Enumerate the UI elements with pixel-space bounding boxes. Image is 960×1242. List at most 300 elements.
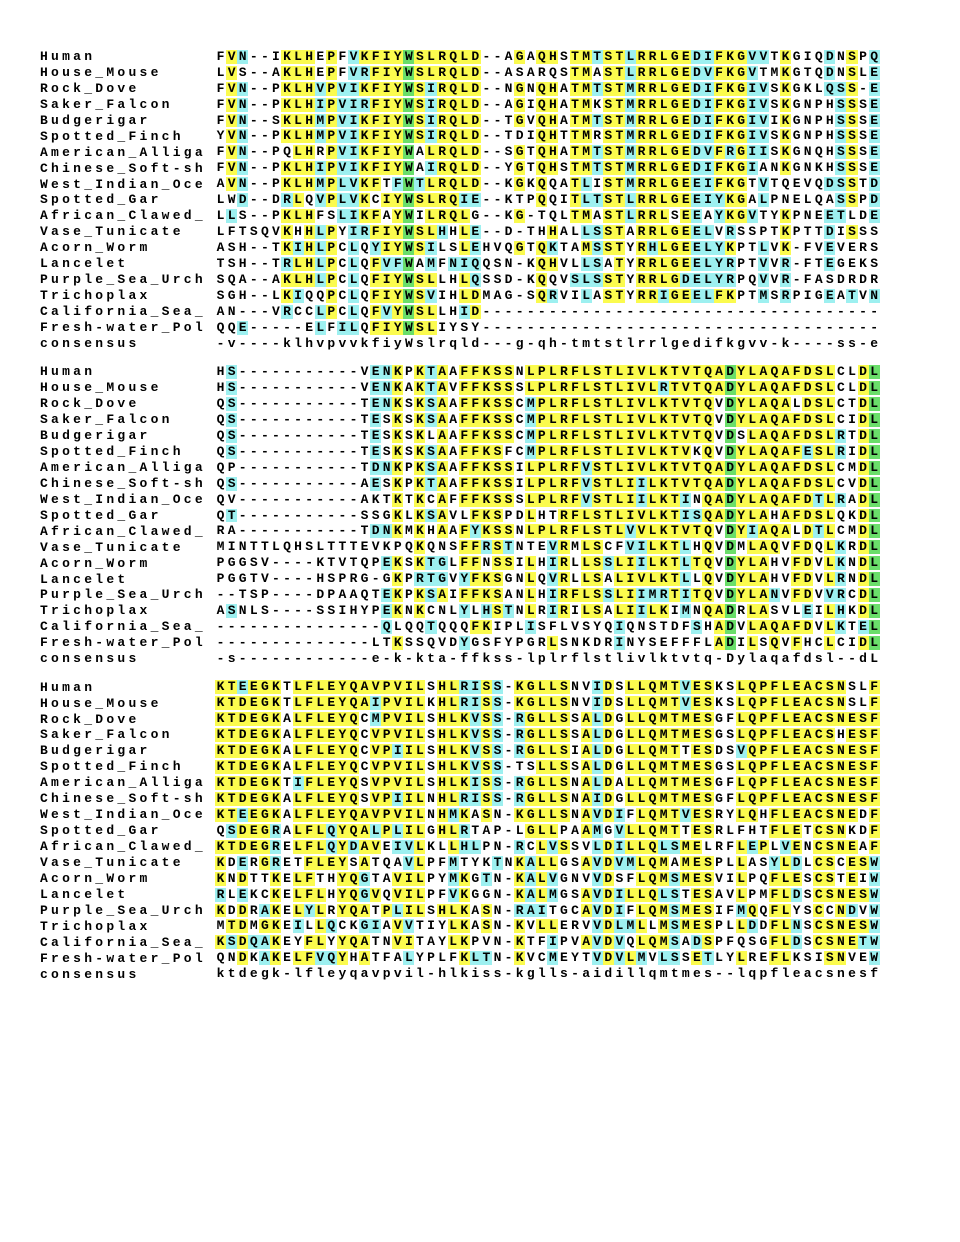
residue-cell: H	[438, 822, 446, 838]
residue-cell: V	[338, 160, 347, 176]
residue-cell: W	[404, 96, 413, 112]
residue-cell: S	[770, 144, 779, 160]
residue-cell: V	[859, 902, 867, 918]
residue-cell: G	[260, 695, 269, 711]
residue-cell: R	[726, 144, 735, 160]
residue-cell: R	[438, 128, 446, 144]
residue-cell: k	[482, 650, 491, 666]
residue-cell: G	[360, 870, 369, 886]
residue-cell: P	[859, 48, 867, 64]
residue-cell: T	[427, 475, 435, 491]
residue-cell: L	[870, 571, 879, 587]
residue-cell: P	[327, 112, 336, 128]
residue-cell: L	[316, 679, 325, 695]
residue-cell: R	[637, 192, 646, 208]
residue-cell: K	[726, 96, 735, 112]
residue-cell: F	[216, 144, 225, 160]
residue-cell: I	[626, 411, 635, 427]
residue-cell: D	[859, 491, 867, 507]
residue-cell: g	[526, 966, 535, 982]
residue-cell: H	[438, 902, 446, 918]
residue-cell: C	[360, 727, 369, 743]
residue-cell: T	[227, 838, 236, 854]
residue-cell: A	[216, 176, 225, 192]
residue-cell: S	[681, 950, 690, 966]
residue-cell: F	[471, 443, 480, 459]
residue-cell: L	[726, 918, 735, 934]
residue-cell: L	[681, 539, 690, 555]
residue-cell: F	[571, 475, 579, 491]
residue-cell: R	[327, 902, 336, 918]
residue-cell: I	[427, 80, 435, 96]
residue-cell: L	[637, 790, 646, 806]
residue-cell: S	[482, 679, 491, 695]
residue-cell: H	[294, 539, 302, 555]
residue-cell: F	[870, 790, 879, 806]
sequence-residues	[215, 791, 880, 806]
residue-cell: E	[848, 918, 856, 934]
residue-cell: V	[770, 271, 779, 287]
residue-cell: L	[859, 679, 867, 695]
residue-cell: Q	[382, 854, 391, 870]
sequence-name: Human	[40, 49, 96, 64]
residue-cell: M	[681, 775, 690, 791]
residue-cell: A	[449, 475, 458, 491]
residue-cell: -	[493, 112, 502, 128]
residue-cell: Q	[349, 743, 358, 759]
residue-cell: -	[704, 303, 712, 319]
residue-cell: -	[859, 335, 867, 351]
residue-cell: V	[227, 112, 236, 128]
residue-cell: -	[493, 160, 502, 176]
residue-cell: F	[870, 679, 879, 695]
residue-cell: F	[571, 523, 579, 539]
residue-cell: d	[803, 650, 812, 666]
residue-cell: S	[560, 775, 568, 791]
residue-cell: A	[393, 950, 402, 966]
residue-cell: E	[825, 255, 834, 271]
residue-cell: I	[382, 64, 391, 80]
residue-cell: Q	[748, 790, 757, 806]
residue-cell: I	[382, 224, 391, 240]
residue-cell: L	[870, 507, 879, 523]
residue-cell: R	[216, 523, 225, 539]
residue-cell: -	[238, 427, 247, 443]
residue-cell: V	[715, 555, 723, 571]
residue-cell: S	[837, 160, 845, 176]
residue-cell: W	[870, 870, 879, 886]
residue-cell: A	[715, 364, 723, 380]
residue-cell: N	[238, 48, 247, 64]
residue-cell: N	[637, 619, 646, 635]
residue-cell: E	[249, 775, 258, 791]
residue-cell: L	[460, 160, 469, 176]
residue-cell: S	[814, 380, 823, 396]
residue-cell: -	[305, 364, 314, 380]
residue-cell: S	[493, 380, 502, 396]
residue-cell: K	[416, 603, 424, 619]
residue-cell: -	[260, 160, 269, 176]
residue-cell: -	[504, 822, 513, 838]
residue-cell: v	[338, 335, 347, 351]
residue-cell: r	[648, 335, 657, 351]
residue-cell: K	[272, 790, 280, 806]
residue-cell: A	[449, 411, 458, 427]
residue-cell: t	[670, 966, 679, 982]
residue-cell: S	[648, 635, 657, 651]
residue-cell: I	[748, 144, 757, 160]
residue-cell: I	[626, 443, 635, 459]
residue-cell: N	[803, 160, 812, 176]
residue-cell: S	[560, 48, 568, 64]
residue-cell: R	[648, 176, 657, 192]
residue-cell: F	[715, 64, 723, 80]
residue-cell: -	[792, 255, 801, 271]
residue-cell: Q	[748, 695, 757, 711]
residue-cell: R	[560, 475, 568, 491]
residue-cell: T	[249, 539, 258, 555]
residue-cell: I	[471, 775, 480, 791]
residue-cell: E	[803, 603, 812, 619]
residue-cell: A	[582, 759, 591, 775]
residue-cell: F	[216, 96, 225, 112]
residue-cell: D	[504, 224, 513, 240]
residue-cell: Q	[360, 303, 369, 319]
residue-cell: K	[416, 539, 424, 555]
residue-cell: E	[692, 854, 701, 870]
residue-cell: A	[781, 523, 790, 539]
residue-cell: -	[670, 319, 679, 335]
residue-cell: k	[360, 335, 369, 351]
residue-cell: L	[659, 838, 668, 854]
residue-cell: L	[449, 918, 458, 934]
residue-cell: H	[449, 224, 458, 240]
residue-cell: L	[582, 571, 591, 587]
residue-cell: S	[560, 64, 568, 80]
residue-cell: M	[659, 902, 668, 918]
residue-cell: l	[449, 966, 458, 982]
residue-cell: K	[659, 443, 668, 459]
residue-cell: D	[726, 380, 735, 396]
residue-cell: Q	[626, 934, 635, 950]
sequence-name: American_Alliga	[40, 144, 206, 160]
residue-cell: L	[870, 364, 879, 380]
residue-cell: K	[360, 176, 369, 192]
residue-cell: I	[427, 160, 435, 176]
residue-cell: S	[416, 64, 424, 80]
residue-cell: P	[382, 711, 391, 727]
residue-cell: K	[659, 427, 668, 443]
residue-cell: s	[825, 966, 834, 982]
residue-cell: -	[748, 319, 757, 335]
residue-cell: I	[759, 144, 768, 160]
residue-cell: T	[692, 411, 701, 427]
residue-cell: L	[825, 635, 834, 651]
residue-cell: R	[438, 160, 446, 176]
residue-cell: f	[471, 650, 480, 666]
residue-cell: A	[360, 491, 369, 507]
residue-cell: A	[504, 48, 513, 64]
residue-cell: S	[416, 271, 424, 287]
residue-cell: Y	[338, 727, 347, 743]
residue-cell: Q	[537, 96, 546, 112]
residue-cell: K	[283, 271, 291, 287]
residue-cell: F	[460, 459, 469, 475]
residue-cell: Q	[537, 287, 546, 303]
residue-cell: -	[371, 619, 380, 635]
residue-cell: Y	[460, 635, 469, 651]
residue-cell: T	[316, 870, 325, 886]
residue-cell: F	[471, 380, 480, 396]
residue-cell: A	[560, 176, 568, 192]
residue-cell: D	[238, 743, 247, 759]
residue-cell: S	[814, 395, 823, 411]
residue-cell: Q	[360, 555, 369, 571]
residue-cell: T	[283, 695, 291, 711]
residue-cell: E	[560, 950, 568, 966]
residue-cell: T	[670, 411, 679, 427]
residue-cell: V	[814, 587, 823, 603]
residue-cell: H	[548, 112, 557, 128]
residue-cell: -	[249, 303, 258, 319]
residue-cell: I	[637, 475, 646, 491]
residue-cell: G	[670, 64, 679, 80]
residue-cell: T	[837, 870, 845, 886]
residue-cell: L	[659, 224, 668, 240]
residue-cell: V	[382, 255, 391, 271]
residue-cell: V	[404, 854, 413, 870]
residue-cell: -	[316, 427, 325, 443]
residue-cell: T	[371, 934, 380, 950]
residue-cell: -	[526, 319, 535, 335]
residue-cell: L	[781, 870, 790, 886]
residue-cell: D	[692, 80, 701, 96]
residue-cell: S	[504, 364, 513, 380]
residue-cell: T	[593, 144, 602, 160]
residue-cell: T	[615, 160, 624, 176]
residue-cell: q	[770, 650, 779, 666]
residue-cell: V	[404, 918, 413, 934]
residue-cell: L	[748, 427, 757, 443]
residue-cell: P	[404, 364, 413, 380]
sequence-residues	[215, 823, 880, 838]
residue-cell: S	[227, 240, 236, 256]
residue-cell: S	[604, 587, 613, 603]
residue-cell: F	[870, 775, 879, 791]
residue-cell: S	[571, 838, 579, 854]
residue-cell: E	[327, 759, 336, 775]
residue-cell: I	[748, 523, 757, 539]
residue-cell: S	[560, 711, 568, 727]
residue-cell: P	[560, 822, 568, 838]
residue-cell: R	[648, 128, 657, 144]
residue-cell: S	[837, 80, 845, 96]
residue-cell: -	[272, 571, 280, 587]
residue-cell: Q	[704, 395, 712, 411]
sequence-name: Spotted_Gar	[40, 823, 162, 839]
residue-cell: A	[238, 271, 247, 287]
residue-cell: R	[438, 176, 446, 192]
residue-cell: I	[681, 491, 690, 507]
residue-cell: I	[626, 507, 635, 523]
residue-cell: S	[593, 475, 602, 491]
residue-cell: S	[670, 208, 679, 224]
residue-cell: L	[338, 176, 347, 192]
residue-cell: T	[593, 112, 602, 128]
residue-cell: L	[582, 364, 591, 380]
residue-cell: D	[238, 711, 247, 727]
residue-cell: F	[305, 838, 314, 854]
residue-cell: v	[393, 966, 402, 982]
residue-cell: M	[626, 112, 635, 128]
sequence-name: House_Mouse	[40, 64, 162, 80]
sequence-name: Fresh-water_Pol	[40, 319, 206, 335]
residue-cell: r	[637, 335, 646, 351]
sequence-name: Chinese_Soft-sh	[40, 791, 206, 807]
residue-cell: Q	[349, 790, 358, 806]
residue-cell: I	[382, 319, 391, 335]
residue-cell: L	[460, 112, 469, 128]
residue-cell: K	[515, 695, 524, 711]
residue-cell: T	[371, 870, 380, 886]
residue-cell: T	[360, 459, 369, 475]
residue-cell: k	[515, 966, 524, 982]
residue-cell: A	[438, 427, 446, 443]
residue-cell: -	[493, 335, 502, 351]
residue-cell: R	[560, 427, 568, 443]
residue-cell: R	[648, 287, 657, 303]
residue-cell: L	[548, 491, 557, 507]
residue-cell: A	[416, 144, 424, 160]
residue-cell: T	[814, 255, 823, 271]
residue-cell: -	[249, 459, 258, 475]
residue-cell: A	[438, 491, 446, 507]
residue-cell: I	[393, 790, 402, 806]
residue-cell: -	[238, 411, 247, 427]
residue-cell: A	[404, 380, 413, 396]
residue-cell: L	[582, 255, 591, 271]
residue-cell: -	[249, 335, 258, 351]
residue-cell: -	[338, 395, 347, 411]
residue-cell: Q	[704, 555, 712, 571]
residue-cell: -	[249, 240, 258, 256]
residue-cell: S	[482, 635, 491, 651]
residue-cell: E	[848, 854, 856, 870]
residue-cell: Q	[460, 619, 469, 635]
residue-cell: S	[327, 208, 336, 224]
residue-cell: F	[770, 790, 779, 806]
residue-cell: V	[582, 870, 591, 886]
residue-cell: P	[504, 507, 513, 523]
residue-cell: -	[249, 96, 258, 112]
residue-cell: R	[726, 271, 735, 287]
residue-cell: G	[737, 160, 746, 176]
residue-cell: I	[294, 918, 302, 934]
residue-cell: D	[870, 192, 879, 208]
residue-cell: S	[482, 711, 491, 727]
residue-cell: T	[571, 176, 579, 192]
residue-cell: M	[659, 743, 668, 759]
residue-cell: M	[681, 603, 690, 619]
residue-cell: -	[582, 319, 591, 335]
residue-cell: T	[548, 902, 557, 918]
residue-cell: A	[582, 854, 591, 870]
sequence-residues	[215, 272, 880, 287]
residue-cell: H	[438, 743, 446, 759]
residue-cell: D	[726, 507, 735, 523]
residue-cell: S	[604, 271, 613, 287]
residue-cell: f	[371, 335, 380, 351]
residue-cell: A	[715, 603, 723, 619]
residue-cell: S	[859, 759, 867, 775]
residue-cell: S	[493, 679, 502, 695]
residue-cell: E	[249, 806, 258, 822]
residue-cell: S	[859, 224, 867, 240]
residue-cell: V	[759, 176, 768, 192]
residue-cell: S	[493, 587, 502, 603]
residue-cell: p	[327, 335, 336, 351]
residue-cell: P	[260, 587, 269, 603]
residue-cell: T	[814, 491, 823, 507]
residue-cell: T	[670, 695, 679, 711]
residue-cell: Y	[737, 364, 746, 380]
residue-cell: L	[825, 539, 834, 555]
residue-cell: A	[582, 934, 591, 950]
residue-cell: F	[471, 555, 480, 571]
residue-cell: P	[537, 395, 546, 411]
residue-cell: -	[338, 443, 347, 459]
sequence-name: Purple_Sea_Urch	[40, 272, 206, 288]
residue-cell: F	[792, 619, 801, 635]
residue-cell: e	[249, 966, 258, 982]
alignment-row	[40, 696, 960, 712]
residue-cell: P	[327, 144, 336, 160]
residue-cell: -	[349, 523, 358, 539]
residue-cell: S	[404, 411, 413, 427]
residue-cell: T	[615, 287, 624, 303]
sequence-name: Trichoplax	[40, 918, 151, 934]
residue-cell: K	[482, 491, 491, 507]
sequence-residues	[215, 240, 880, 255]
residue-cell: R	[726, 224, 735, 240]
residue-cell: l	[748, 650, 757, 666]
residue-cell: g	[670, 335, 679, 351]
residue-cell: R	[571, 918, 579, 934]
residue-cell: -	[249, 491, 258, 507]
residue-cell: -	[482, 48, 491, 64]
residue-cell: I	[349, 80, 358, 96]
residue-cell: S	[349, 854, 358, 870]
residue-cell: M	[526, 443, 535, 459]
residue-cell: H	[438, 775, 446, 791]
residue-cell: S	[825, 918, 834, 934]
residue-cell: V	[637, 364, 646, 380]
residue-cell: E	[814, 208, 823, 224]
residue-cell: D	[238, 727, 247, 743]
residue-cell: -	[316, 635, 325, 651]
residue-cell: L	[781, 950, 790, 966]
residue-cell: G	[715, 727, 723, 743]
residue-cell: G	[260, 838, 269, 854]
residue-cell: -	[283, 364, 291, 380]
residue-cell: G	[515, 208, 524, 224]
residue-cell: V	[526, 950, 535, 966]
residue-cell: -	[294, 459, 302, 475]
residue-cell: M	[848, 459, 856, 475]
residue-cell: F	[460, 364, 469, 380]
residue-cell: L	[737, 695, 746, 711]
residue-cell: r	[438, 335, 446, 351]
